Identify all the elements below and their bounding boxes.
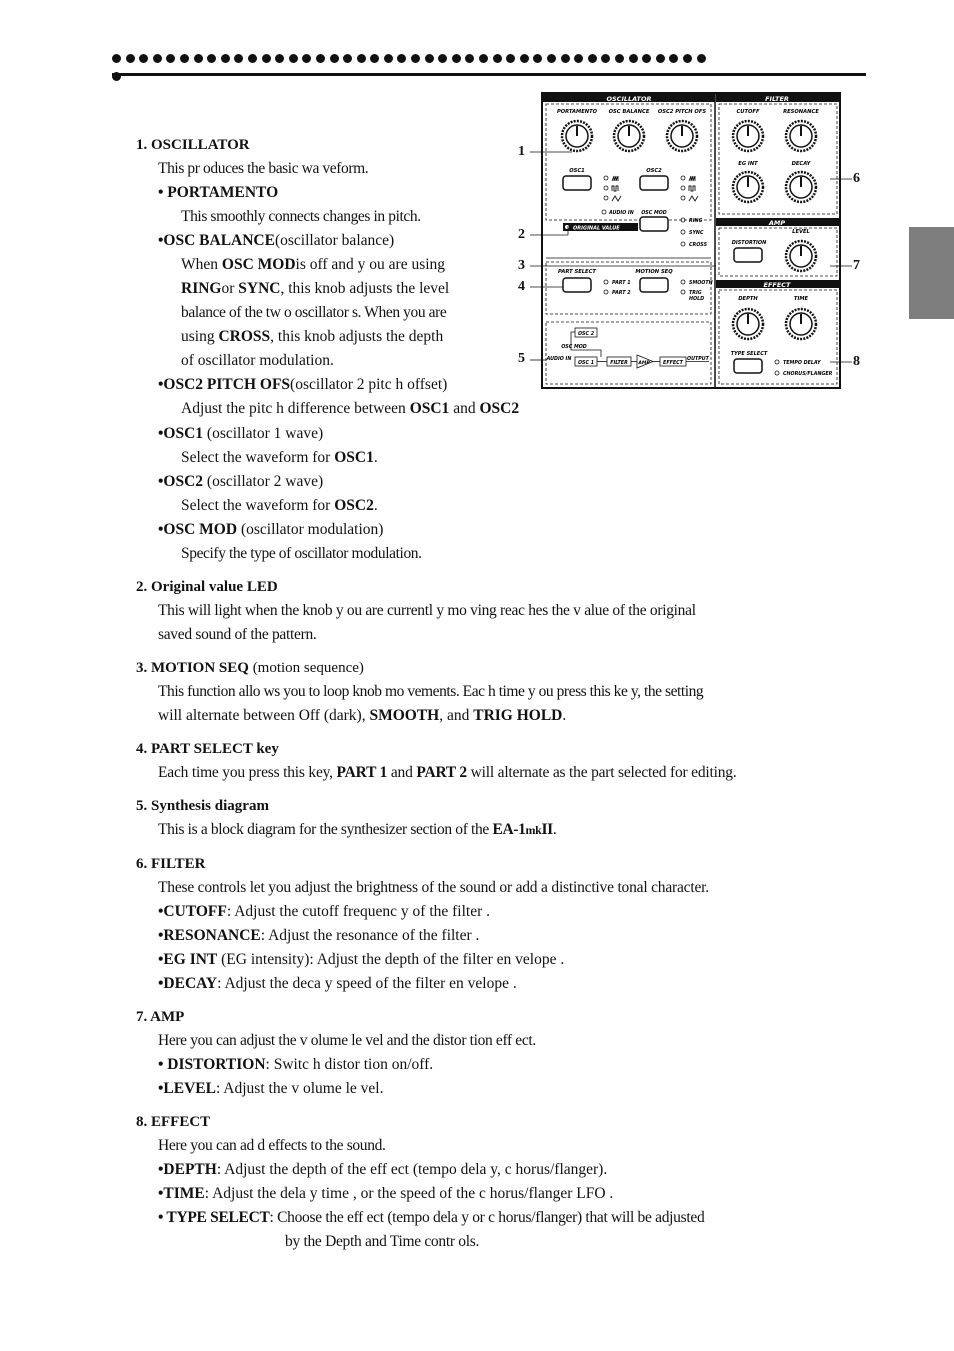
type-select-line: • TYPE SELECT: Choose the eff ect (tempo dela y or c horus/flanger) that will be adjusted [158,1209,705,1226]
osc2-pitch-line: •OSC2 PITCH OFS(oscillator 2 pitc h offset) [158,376,448,393]
time-knob-label: TIME [793,296,809,302]
decay-line: •DECAY: Adjust the deca y speed of the filter en velope . [158,975,517,992]
diagram-osc1: OSC 1 [577,361,595,366]
osc2-key-label: OSC2 [646,168,662,174]
portamento-knob-label: PORTAMENTO [556,109,598,115]
trig-led-label: TRIG [689,291,702,296]
distortion-line: • DISTORTION: Switc h distor tion on/off. [158,1056,434,1073]
osc-header: OSCILLATOR [606,95,652,103]
decay-knob-label: DECAY [791,161,811,167]
audio-in-led-label: AUDIO IN [609,211,634,216]
section-6-line-1: These controls let you adjust the brightness of the sound or add a distinctive tonal character. [158,879,709,896]
section-4-line-1: Each time you press this key, PART 1 and PART 2 will alternate as the part selected for editing. [158,764,737,781]
type-select-line-2: by the Depth and Time contr ols. [285,1233,480,1250]
callout-2: 2 [518,227,525,242]
time-line: •TIME: Adjust the dela y time , or the speed of the c horus/flanger LFO . [158,1185,614,1202]
original-value-led-label: ORIGINAL VALUE [573,225,620,232]
part1-led-label: PART 1 [612,281,631,286]
portamento-label: • PORTAMENTO [158,184,279,201]
section-5-line-1: This is a block diagram for the synthesizer section of the EA-1mkII. [158,821,557,838]
callout-6: 6 [853,171,860,186]
osc-mod-key-label: OSC MOD [641,211,667,216]
osc1-key-label: OSC1 [569,168,585,174]
smooth-led-label: SMOOTH [689,281,713,286]
section-8-heading: 8. EFFECT [136,1114,211,1130]
section-5-heading: 5. Synthesis diagram [136,798,269,814]
eg-int-line: •EG INT (EG intensity): Adjust the depth of the filter en velope . [158,951,565,968]
callout-4: 4 [518,279,525,294]
section-3-line-1: This function allo ws you to loop knob mo vements. Eac h time y ou press this ke y, the setting [158,683,704,700]
section-8-line-1: Here you can ad d effects to the sound. [158,1137,386,1154]
resonance-line: •RESONANCE: Adjust the resonance of the filter . [158,927,480,944]
cutoff-line: •CUTOFF: Adjust the cutoff frequenc y of the filter . [158,903,491,920]
osc2-pitch-knob-label: OSC2 PITCH OFS [657,109,707,115]
callout-1: 1 [518,144,525,159]
section-2-line-2: saved sound of the pattern. [158,626,317,643]
osc-balance-desc-2: RINGor SYNC, this knob adjusts the level [181,280,450,297]
level-line: •LEVEL: Adjust the v olume le vel. [158,1080,384,1097]
distortion-key-label: DISTORTION [731,240,767,246]
osc1-desc: Select the waveform for OSC1. [181,449,378,466]
osc-mod-desc: Specify the type of oscillator modulation. [181,545,422,562]
osc-balance-desc-4: using CROSS, this knob adjusts the depth [181,328,444,345]
section-3-line-2: will alternate between Off (dark), SMOOTH, and TRIG HOLD. [158,707,567,724]
section-2-line-1: This will light when the knob y ou are currentl y mo ving reac hes the v alue of the original [158,602,696,619]
ring-led-label: RING [689,219,703,224]
section-1-intro: This pr oduces the basic wa veform. [158,160,369,177]
eg-int-knob-label: EG INT [738,161,758,167]
osc-balance-line [158,231,394,251]
callout-3: 3 [518,258,525,273]
cutoff-knob-label: CUTOFF [736,109,760,115]
diagram-audio-in: AUDIO IN [546,357,572,362]
depth-line: •DEPTH: Adjust the depth of the eff ect (tempo dela y, c horus/flanger). [158,1161,608,1178]
section-7-line-1: Here you can adjust the v olume le vel and the distor tion eff ect. [158,1032,536,1049]
resonance-knob-label: RESONANCE [783,109,819,115]
section-2-heading: 2. Original value LED [136,579,278,595]
section-7-heading: 7. AMP [136,1009,185,1025]
diagram-amp: AMP [638,361,650,366]
diagram-filter: FILTER [610,361,628,366]
callout-8: 8 [853,354,860,369]
callout-5: 5 [518,351,525,366]
callout-7: 7 [853,258,860,273]
portamento-desc: This smoothly connects changes in pitch. [181,208,421,225]
section-3-heading: 3. MOTION SEQ (motion sequence) [136,660,364,676]
level-knob-label: LEVEL [792,229,810,235]
osc2-desc: Select the waveform for OSC2. [181,497,378,514]
osc1-line: •OSC1 (oscillator 1 wave) [158,425,324,442]
osc-balance-desc-5: of oscillator modulation. [181,352,334,369]
sync-led-label: SYNC [689,231,704,236]
type-select-key-label: TYPE SELECT [730,351,768,357]
depth-knob-label: DEPTH [738,296,758,302]
osc-balance-knob-label: OSC BALANCE [608,109,650,115]
part-select-key-label: PART SELECT [558,269,596,275]
motion-seq-key-label: MOTION SEQ [635,269,673,275]
osc-balance-paren: (oscillator balance) [274,232,395,249]
effect-header: EFFECT [763,281,791,289]
chorus-flanger-led-label: CHORUS/FLANGER [783,372,833,377]
osc-mod-line: •OSC MOD (oscillator modulation) [158,521,384,538]
hold-led-label: HOLD [689,297,705,302]
diagram-osc2: OSC 2 [577,332,595,337]
diagram-output: OUTPUT [687,357,709,362]
osc2-line: •OSC2 (oscillator 2 wave) [158,473,324,490]
cross-led-label: CROSS [689,243,708,248]
diagram-effect: EFFECT [663,361,683,366]
osc-balance-desc-1: When OSC MODis off and y ou are using [181,256,446,273]
diagram-osc-mod: OSC MOD [561,345,587,350]
section-4-heading: 4. PART SELECT key [136,741,279,757]
tempo-delay-led-label: TEMPO DELAY [783,361,821,366]
osc-balance-desc-3: balance of the tw o oscillator s. When you are [181,304,447,321]
callout-leaders [0,0,954,400]
amp-header: AMP [768,219,786,227]
section-1-heading: 1. OSCILLATOR [136,137,250,153]
osc2-pitch-desc: Adjust the pitc h difference between OSC1 and OSC2 [181,400,520,417]
filter-header: FILTER [765,95,789,103]
section-6-heading: 6. FILTER [136,856,206,872]
part2-led-label: PART 2 [612,291,631,296]
osc-balance-label: •OSC BALANCE [158,232,275,249]
